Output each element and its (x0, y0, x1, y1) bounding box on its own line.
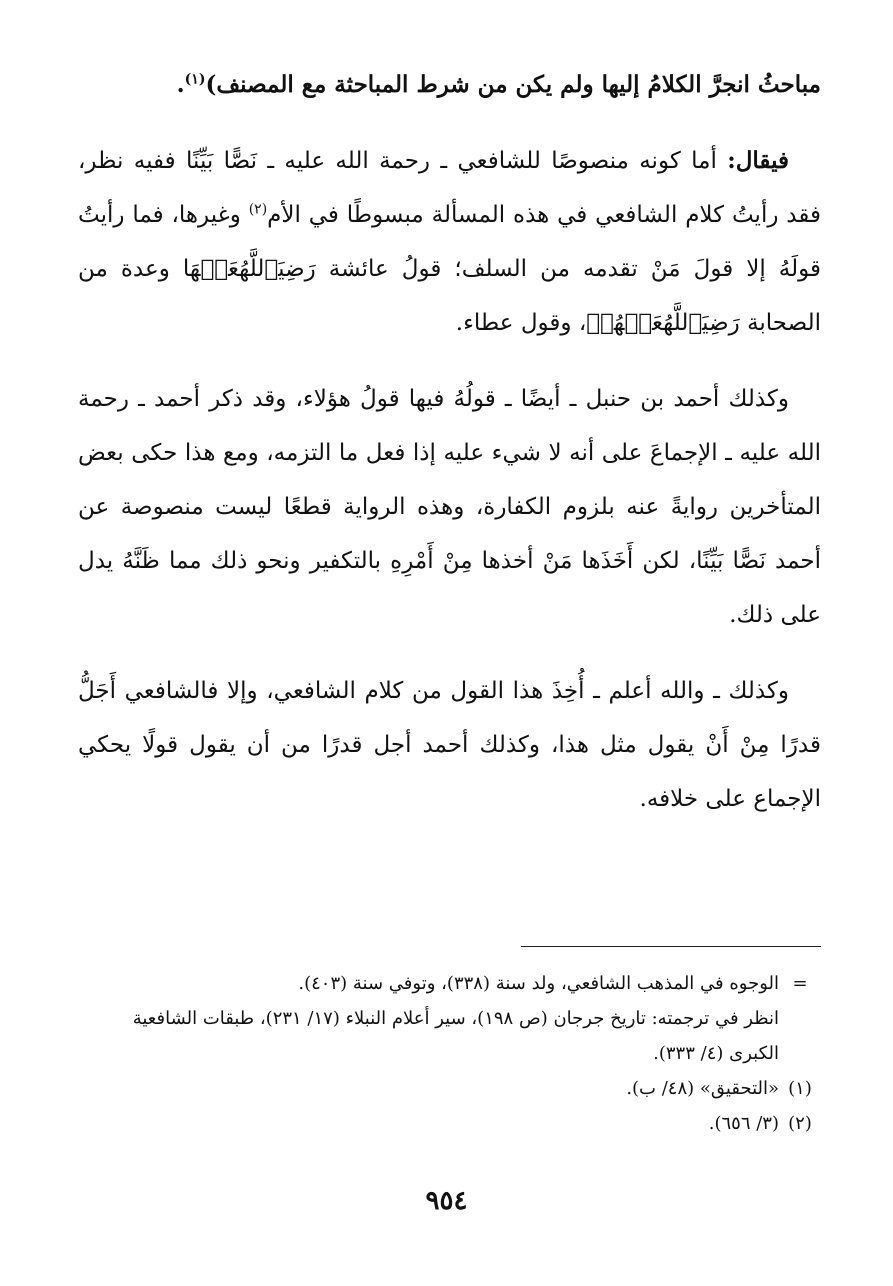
lead-word: فيقال: (727, 147, 789, 174)
footnote-divider (521, 946, 821, 947)
footnote-1-text: «التحقيق» (٤٨/ ب). (626, 1078, 779, 1099)
footnote-2 (78, 1106, 821, 1141)
footnote-2-text: (٣/ ٦٥٦). (708, 1113, 779, 1134)
paragraph-1-text-a: أما كونه منصوصًا للشافعي ـ رحمة الله عليه ـ نَصًّا بَيِّنًا ففيه نظر، فقد رأيتُ كلام الشافعي في هذه المسألة مبسوطًا في الأم (78, 148, 821, 228)
paragraph-3: وكذلك ـ والله أعلم ـ أُخِذَ هذا القول من كلام الشافعي، وإلا فالشافعي أَجَلُّ قدرًا مِنْ أَنْ يقول مثل هذا، وكذلك أحمد أجل قدرًا من أن يقول قولًا يحكي الإجماع على خلافه. (78, 678, 821, 812)
opening-line (78, 58, 821, 112)
footnote-ref-2: (٢) (248, 201, 268, 218)
page-number: ٩٥٤ (425, 1186, 468, 1216)
continuation-mark: = (792, 973, 808, 994)
footnotes (78, 966, 821, 1141)
paragraph-2: وكذلك أحمد بن حنبل ـ أيضًا ـ قولُهُ فيها قولُ هؤلاء، وقد ذكر أحمد ـ رحمة الله عليه ـ الإجماعَ على أنه لا شيء عليه إذا فعل ما التزمه، ومع هذا حكى بعض المتأخرين روايةً عنه بلزوم الكفارة، وهذه الرواية قطعًا ليست منصوصة عن أحمد نَصًّا بَيِّنًا، لكن أَخَذَها مَنْ أخذها مِنْ أَمْرِهِ بالتكفير ونحو ذلك مما ظَنَّهُ يدل على ذلك. (78, 386, 821, 628)
opening-line-end: . (176, 71, 185, 98)
main-text (78, 58, 821, 826)
paragraph-1 (78, 134, 821, 350)
continuation-text-2: انظر في ترجمته: تاريخ جرجان (ص ١٩٨)، سير أعلام النبلاء (١٧/ ٢٣١)، طبقات الشافعية الكبرى (٤/ ٣٣٣). (132, 1008, 779, 1064)
footnote-1-mark: (١) (788, 1078, 812, 1099)
opening-line-text: مباحثُ انجرَّ الكلامُ إليها ولم يكن من شرط المباحثة مع المصنف) (205, 71, 821, 98)
footnote-1 (78, 1071, 821, 1106)
paragraph-1-text-b: وغيرها، فما رأيتُ قولَهُ إلا قولَ مَنْ تقدمه من السلف؛ قولُ عائشة رَضِيَٱللَّهُعَنۡهَا وعدة من الصحابة رَضِيَٱللَّهُعَنۡهُمۡ، وقول عطاء. (78, 202, 821, 336)
footnote-ref-1: (١) (184, 71, 206, 88)
footnote-2-mark: (٢) (788, 1113, 812, 1134)
footnote-continuation (78, 966, 821, 1001)
continuation-text: الوجوه في المذهب الشافعي، ولد سنة (٣٣٨)، وتوفي سنة (٤٠٣). (298, 973, 779, 994)
